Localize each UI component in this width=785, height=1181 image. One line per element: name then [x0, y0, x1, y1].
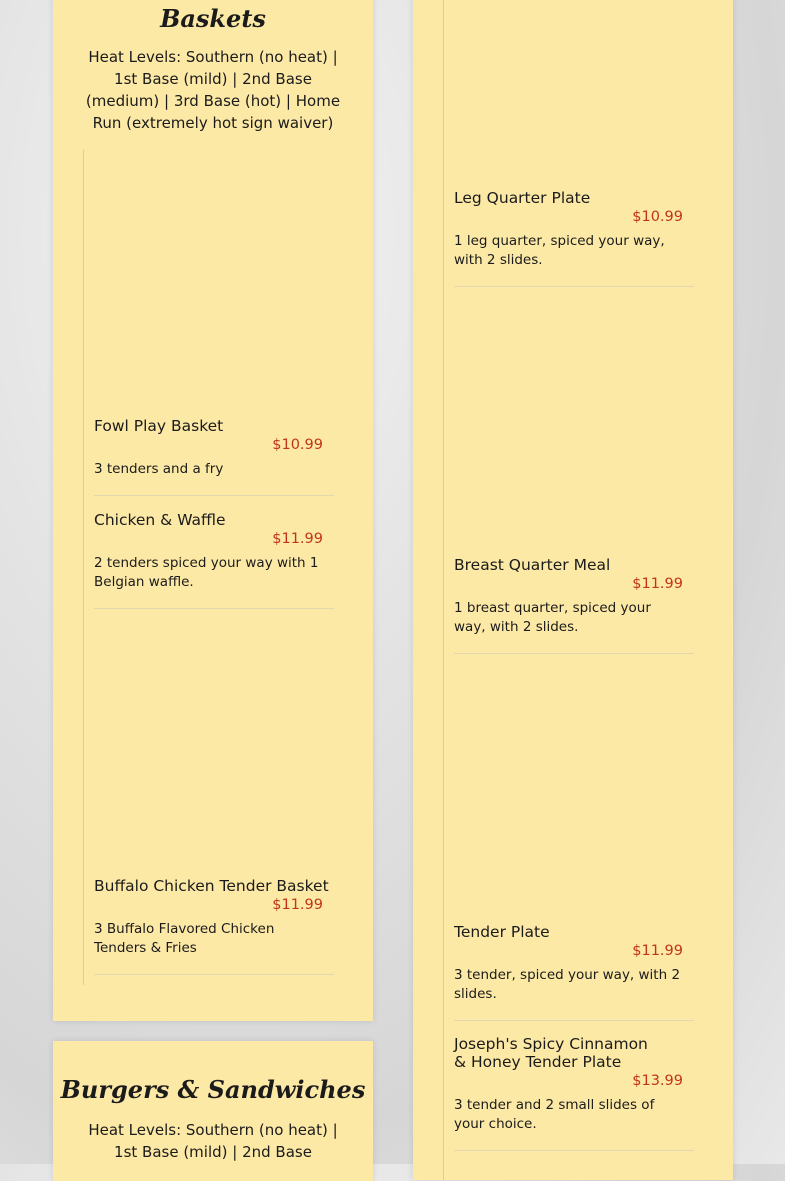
item-description: 3 tender, spiced your way, with 2 slides.	[454, 967, 681, 1002]
item-price: $11.99	[632, 943, 683, 959]
item-divider	[94, 608, 334, 609]
item-divider	[454, 653, 694, 654]
item-description: 3 tenders and a fry	[94, 461, 224, 477]
item-divider	[454, 286, 694, 287]
item-name: Breast Quarter Meal	[454, 556, 611, 574]
item-name: Chicken & Waffle	[94, 511, 226, 529]
item-name: Joseph's Spicy Cinnamon & Honey Tender Plate	[454, 1035, 648, 1071]
menu-item[interactable]	[454, 1035, 694, 1151]
baskets-divider-line	[83, 150, 84, 985]
menu-item[interactable]	[454, 189, 694, 287]
plates-divider-line	[443, 0, 444, 1180]
item-divider	[94, 495, 334, 496]
item-name: Buffalo Chicken Tender Basket	[94, 877, 329, 895]
item-description: 3 tender and 2 small slides of your choice.	[454, 1097, 655, 1132]
item-price: $11.99	[272, 897, 323, 913]
item-price: $10.99	[632, 209, 683, 225]
item-description: 2 tenders spiced your way with 1 Belgian waffle.	[94, 555, 319, 590]
baskets-card	[53, 0, 373, 1021]
menu-item[interactable]	[94, 417, 334, 496]
baskets-title: Baskets	[160, 4, 266, 33]
burgers-heat-levels: Heat Levels: Southern (no heat) | 1st Base (mild) | 2nd Base	[88, 1121, 338, 1161]
item-price: $11.99	[632, 576, 683, 592]
menu-item[interactable]	[94, 511, 334, 609]
item-name: Leg Quarter Plate	[454, 189, 591, 207]
item-price: $13.99	[632, 1073, 683, 1089]
menu-item[interactable]	[454, 923, 694, 1021]
item-price: $10.99	[272, 437, 323, 453]
item-price: $11.99	[272, 531, 323, 547]
item-divider	[454, 1020, 694, 1021]
menu-item[interactable]	[94, 877, 334, 975]
plates-card	[413, 0, 733, 1180]
item-divider	[94, 974, 334, 975]
item-description: 1 leg quarter, spiced your way, with 2 slides.	[454, 233, 665, 268]
burgers-card	[53, 1041, 373, 1181]
item-divider	[454, 1150, 694, 1151]
item-name: Tender Plate	[454, 923, 550, 941]
item-description: 1 breast quarter, spiced your way, with 2 slides.	[454, 600, 651, 635]
menu-item[interactable]	[454, 556, 694, 654]
item-description: 3 Buffalo Flavored Chicken Tenders & Fries	[94, 921, 275, 956]
baskets-heat-levels: Heat Levels: Southern (no heat) | 1st Base (mild) | 2nd Base (medium) | 3rd Base (hot) | Home Run (extremely hot sign waiver)	[85, 48, 341, 132]
item-name: Fowl Play Basket	[94, 417, 224, 435]
burgers-title: Burgers & Sandwiches	[60, 1075, 366, 1104]
